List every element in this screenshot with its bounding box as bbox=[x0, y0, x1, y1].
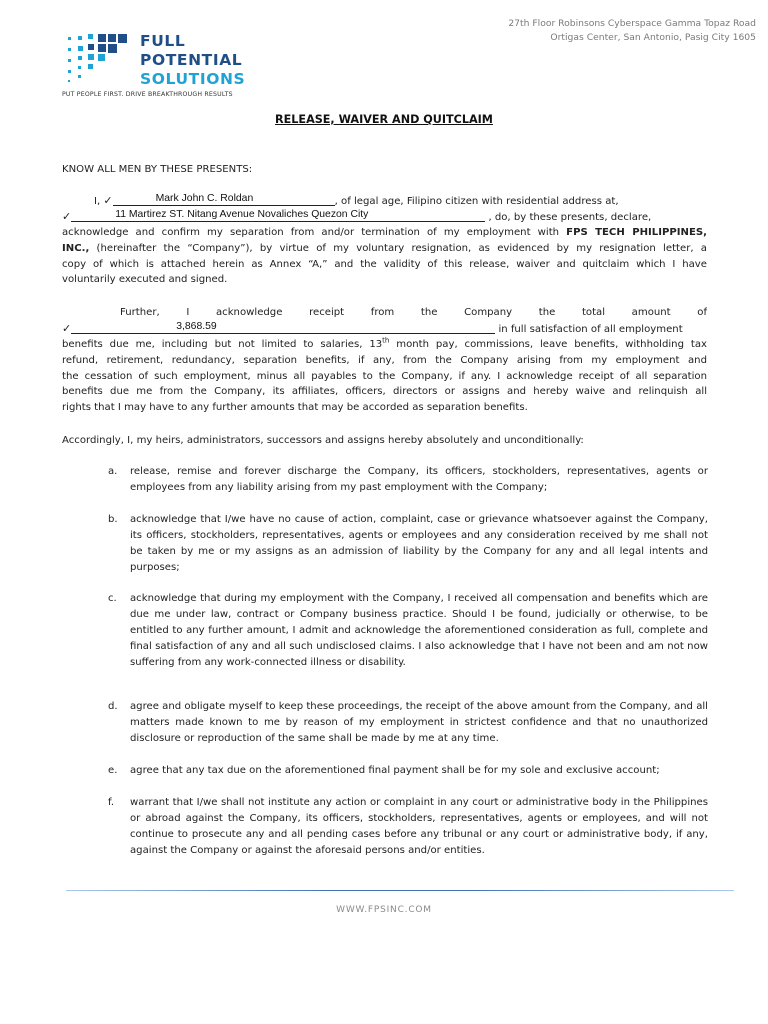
receipt-after-amount: in full satisfaction of all employment bbox=[498, 323, 683, 335]
declaration-line-3-text: acknowledge and confirm my separation from and/or termination of my employment with bbox=[62, 226, 560, 238]
list-item-text: acknowledge that I/we have no cause of action, complaint, case or grievance whatsoever against the Company, its officers, stockholders, representatives, agents or employees and any consideration received by me shall not be taken by me or my assigns as an admission of liability by the Company for any and all legal intents and purposes; bbox=[130, 514, 708, 573]
list-item-text: agree and obligate myself to keep these proceedings, the receipt of the above amount from the Company, and all matters made known to me by reason of my employment in strictest confidence and that no unauthorized disclosure or reproduction of the same shall be made by me at any time. bbox=[130, 701, 708, 744]
receipt-line-4: refund, retirement, redundancy, separation benefits, if any, from the Company arising from my employment and bbox=[62, 354, 707, 366]
list-marker: f. bbox=[108, 797, 115, 808]
amount-value: 3,868.59 bbox=[176, 320, 217, 332]
address-value: 11 Martirez ST. Nitang Avenue Novaliches Quezon City bbox=[115, 208, 369, 220]
company-logo-mark bbox=[62, 34, 130, 90]
ordinal-suffix: th bbox=[382, 336, 390, 345]
paragraph-accordingly: Accordingly, I, my heirs, administrators, successors and assigns hereby absolutely and unconditionally: bbox=[62, 435, 584, 446]
declaration-line-2 bbox=[62, 209, 707, 225]
checkmark-icon: ✓ bbox=[62, 209, 72, 223]
receipt-line-3b: month pay, commissions, leave benefits, withholding tax bbox=[396, 338, 707, 350]
list-marker: e. bbox=[108, 765, 118, 776]
logo-word-full: FULL bbox=[140, 32, 186, 50]
list-item-text: release, remise and forever discharge the Company, its officers, stockholders, representatives, agents or employees from any liability arising from my past employment with the Company; bbox=[130, 466, 708, 493]
list-marker: b. bbox=[108, 514, 118, 525]
company-address-line-2: Ortigas Center, San Antonio, Pasig City 1605 bbox=[550, 32, 756, 43]
checkmark-icon: ✓ bbox=[103, 194, 113, 207]
address-field bbox=[71, 209, 485, 222]
logo-word-potential: POTENTIAL bbox=[140, 51, 243, 69]
receipt-line-2 bbox=[62, 321, 707, 337]
list-marker: a. bbox=[108, 466, 118, 477]
company-name-suffix: INC., bbox=[62, 242, 90, 254]
footer-website: WWW.FPSINC.COM bbox=[336, 905, 432, 915]
name-value: Mark John C. Roldan bbox=[155, 193, 254, 204]
list-marker: c. bbox=[108, 593, 117, 604]
list-item-text: warrant that I/we shall not institute any action or complaint in any court or administrative body in the Philippines or abroad against the Company, its officers, stockholders, representatives, agents or employees, and will not continue to prosecute any and all pending cases before any tribunal or any court or administrative body, if any, against the Company or against the aforesaid persons and/or entities. bbox=[130, 797, 708, 856]
declaration-lead: I, bbox=[94, 196, 101, 207]
company-address-line-1: 27th Floor Robinsons Cyberspace Gamma Topaz Road bbox=[508, 18, 756, 29]
company-name: FPS TECH PHILIPPINES, bbox=[566, 226, 707, 238]
declaration-line-4-text: (hereinafter the “Company”), by virtue of my voluntary resignation, as evidenced by my resignation letter, a bbox=[96, 242, 707, 254]
declaration-after-address: , do, by these presents, declare, bbox=[488, 211, 652, 223]
logo-word-solutions: SOLUTIONS bbox=[140, 70, 246, 88]
receipt-line-6: benefits due me from the Company, its affiliates, officers, directors or assigns and hereby waive and relinquish all bbox=[62, 386, 707, 398]
list-item-text: acknowledge that during my employment with the Company, I received all compensation and benefits which are due me under law, contract or Company business practice. Should I be found, judicially or otherwise, to be entitled to any further amount, I admit and acknowledge the aforementioned consideration as full, complete and final satisfaction of any and all such undisclosed claims. I also acknowledge that I have not been and am not now suffering from any work-connected illness or disability. bbox=[130, 593, 708, 668]
declaration-line-5: copy of which is attached herein as Annex “A,” and the validity of this release, waiver and quitclaim which I have bbox=[62, 258, 707, 270]
declaration-line-4 bbox=[62, 241, 707, 257]
preamble: KNOW ALL MEN BY THESE PRESENTS: bbox=[62, 164, 253, 175]
logo-tagline: PUT PEOPLE FIRST. DRIVE BREAKTHROUGH RESULTS bbox=[62, 91, 233, 98]
name-field bbox=[113, 193, 335, 206]
document-title: RELEASE, WAIVER AND QUITCLAIM bbox=[275, 113, 493, 126]
declaration-line-6: voluntarily executed and signed. bbox=[62, 274, 228, 286]
amount-field bbox=[71, 321, 495, 334]
paragraph-receipt bbox=[62, 305, 707, 416]
receipt-line-3a: benefits due me, including but not limited to salaries, 13 bbox=[62, 338, 383, 350]
checkmark-icon: ✓ bbox=[62, 321, 72, 335]
paragraph-declaration bbox=[62, 193, 707, 288]
receipt-line-3 bbox=[62, 337, 707, 353]
receipt-line-5: the cessation of such employment, minus all payables to the Company, if any. I acknowledge receipt of all separation bbox=[62, 370, 707, 382]
list-marker: d. bbox=[108, 701, 118, 712]
declaration-after-name: , of legal age, Filipino citizen with residential address at, bbox=[334, 196, 619, 207]
receipt-line-1: Further, I acknowledge receipt from the Company the total amount of bbox=[120, 307, 707, 318]
list-item-text: agree that any tax due on the aforementioned final payment shall be for my sole and exclusive account; bbox=[130, 765, 660, 776]
receipt-line-7: rights that I may have to any further amounts that may be accorded as separation benefits. bbox=[62, 402, 528, 414]
declaration-line-1 bbox=[62, 193, 707, 209]
declaration-line-3 bbox=[62, 225, 707, 241]
footer-divider bbox=[66, 890, 734, 891]
